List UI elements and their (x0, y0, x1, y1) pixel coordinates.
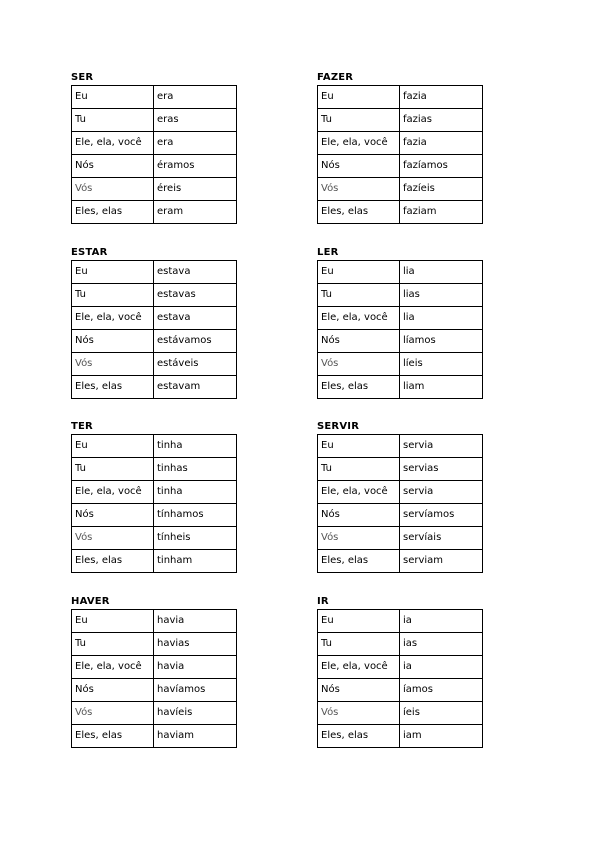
table-row (72, 201, 237, 224)
pronoun-cell: Ele, ela, você (318, 481, 400, 504)
verb-title: TER (71, 421, 93, 432)
pronoun-cell: Tu (72, 284, 154, 307)
verb-block-fazer (317, 72, 482, 224)
table-row (72, 307, 237, 330)
pronoun-cell: Ele, ela, você (72, 307, 154, 330)
table-row (318, 550, 483, 573)
table-row (318, 330, 483, 353)
verb-form-cell: faziam (400, 201, 483, 224)
verb-form-cell: líamos (400, 330, 483, 353)
verb-form-cell: servíamos (400, 504, 483, 527)
table-row (318, 178, 483, 201)
table-row (318, 201, 483, 224)
pronoun-cell: Eu (72, 86, 154, 109)
conjugation-table (71, 85, 237, 224)
verb-form-cell: lia (400, 307, 483, 330)
table-row (72, 86, 237, 109)
verb-form-cell: estáveis (154, 353, 237, 376)
pronoun-cell: Tu (318, 109, 400, 132)
table-row (72, 261, 237, 284)
verb-block-ser (71, 72, 236, 224)
pronoun-cell: Ele, ela, você (72, 481, 154, 504)
table-row (72, 610, 237, 633)
verb-form-cell: era (154, 86, 237, 109)
table-row (72, 376, 237, 399)
verb-form-cell: serviam (400, 550, 483, 573)
conjugation-table (317, 434, 483, 573)
table-row (318, 527, 483, 550)
table-row (72, 109, 237, 132)
conjugation-table (317, 85, 483, 224)
table-row (318, 481, 483, 504)
verb-form-cell: fazíeis (400, 178, 483, 201)
verb-title: LER (317, 247, 339, 258)
verb-title: IR (317, 596, 329, 607)
pronoun-cell: Eu (318, 261, 400, 284)
pronoun-cell: Eu (72, 435, 154, 458)
pronoun-cell: Eu (318, 610, 400, 633)
verb-form-cell: fazia (400, 86, 483, 109)
verb-form-cell: fazias (400, 109, 483, 132)
verb-block-servir (317, 421, 482, 573)
verb-form-cell: lia (400, 261, 483, 284)
verb-block-ir (317, 596, 482, 748)
verb-form-cell: havíeis (154, 702, 237, 725)
verb-form-cell: tinha (154, 435, 237, 458)
table-row (72, 178, 237, 201)
pronoun-cell: Ele, ela, você (72, 656, 154, 679)
pronoun-cell: Eles, elas (72, 376, 154, 399)
verb-form-cell: servias (400, 458, 483, 481)
table-row (318, 725, 483, 748)
verb-form-cell: havíamos (154, 679, 237, 702)
verb-form-cell: íeis (400, 702, 483, 725)
table-row (318, 702, 483, 725)
conjugation-table (317, 609, 483, 748)
table-row (318, 656, 483, 679)
verb-form-cell: ias (400, 633, 483, 656)
verb-form-cell: havia (154, 610, 237, 633)
table-row (72, 550, 237, 573)
verb-block-haver (71, 596, 236, 748)
pronoun-cell: Eu (72, 261, 154, 284)
pronoun-cell: Ele, ela, você (318, 307, 400, 330)
pronoun-cell: Eles, elas (318, 725, 400, 748)
pronoun-cell: Vós (318, 353, 400, 376)
pronoun-cell: Ele, ela, você (318, 132, 400, 155)
verb-form-cell: estávamos (154, 330, 237, 353)
pronoun-cell: Eles, elas (318, 201, 400, 224)
pronoun-cell: Nós (318, 679, 400, 702)
table-row (318, 435, 483, 458)
pronoun-cell: Vós (318, 178, 400, 201)
table-row (72, 353, 237, 376)
verb-form-cell: tinham (154, 550, 237, 573)
table-row (72, 725, 237, 748)
pronoun-cell: Eles, elas (318, 550, 400, 573)
verb-form-cell: estavas (154, 284, 237, 307)
conjugation-table (71, 434, 237, 573)
table-row (318, 86, 483, 109)
verb-form-cell: iam (400, 725, 483, 748)
verb-block-estar (71, 247, 236, 399)
table-row (72, 481, 237, 504)
verb-form-cell: éramos (154, 155, 237, 178)
pronoun-cell: Eu (318, 86, 400, 109)
verb-form-cell: tinha (154, 481, 237, 504)
table-row (72, 435, 237, 458)
table-row (318, 353, 483, 376)
table-row (72, 702, 237, 725)
table-row (72, 330, 237, 353)
table-row (72, 633, 237, 656)
verb-form-cell: havia (154, 656, 237, 679)
table-row (318, 504, 483, 527)
table-row (318, 132, 483, 155)
verb-form-cell: eram (154, 201, 237, 224)
table-row (318, 458, 483, 481)
verb-form-cell: íamos (400, 679, 483, 702)
table-row (72, 679, 237, 702)
table-row (318, 679, 483, 702)
verb-form-cell: fazíamos (400, 155, 483, 178)
verb-form-cell: estava (154, 307, 237, 330)
pronoun-cell: Nós (318, 330, 400, 353)
conjugation-table (71, 260, 237, 399)
pronoun-cell: Nós (318, 155, 400, 178)
table-row (318, 109, 483, 132)
pronoun-cell: Eu (72, 610, 154, 633)
pronoun-cell: Vós (72, 702, 154, 725)
verb-form-cell: liam (400, 376, 483, 399)
verb-form-cell: tinhas (154, 458, 237, 481)
verb-title: FAZER (317, 72, 354, 83)
verb-form-cell: ia (400, 610, 483, 633)
verb-block-ler (317, 247, 482, 399)
table-row (72, 504, 237, 527)
table-row (318, 633, 483, 656)
table-row (318, 261, 483, 284)
pronoun-cell: Nós (72, 679, 154, 702)
verb-form-cell: líeis (400, 353, 483, 376)
verb-title: SERVIR (317, 421, 360, 432)
verb-form-cell: servia (400, 435, 483, 458)
verb-form-cell: fazia (400, 132, 483, 155)
pronoun-cell: Vós (72, 527, 154, 550)
pronoun-cell: Tu (318, 633, 400, 656)
table-row (318, 610, 483, 633)
table-row (72, 656, 237, 679)
table-row (318, 307, 483, 330)
pronoun-cell: Vós (72, 178, 154, 201)
pronoun-cell: Nós (72, 504, 154, 527)
verb-form-cell: era (154, 132, 237, 155)
conjugation-table (71, 609, 237, 748)
pronoun-cell: Nós (72, 330, 154, 353)
table-row (72, 458, 237, 481)
verb-block-ter (71, 421, 236, 573)
table-row (318, 155, 483, 178)
pronoun-cell: Ele, ela, você (318, 656, 400, 679)
pronoun-cell: Tu (318, 284, 400, 307)
pronoun-cell: Nós (318, 504, 400, 527)
pronoun-cell: Eles, elas (72, 201, 154, 224)
pronoun-cell: Eles, elas (72, 550, 154, 573)
pronoun-cell: Eles, elas (318, 376, 400, 399)
pronoun-cell: Tu (318, 458, 400, 481)
verb-title: HAVER (71, 596, 110, 607)
pronoun-cell: Eles, elas (72, 725, 154, 748)
conjugation-table (317, 260, 483, 399)
pronoun-cell: Vós (318, 702, 400, 725)
table-row (72, 132, 237, 155)
pronoun-cell: Tu (72, 633, 154, 656)
verb-form-cell: estava (154, 261, 237, 284)
table-row (72, 155, 237, 178)
verb-form-cell: lias (400, 284, 483, 307)
verb-form-cell: tínhamos (154, 504, 237, 527)
verb-form-cell: servia (400, 481, 483, 504)
pronoun-cell: Tu (72, 109, 154, 132)
verb-title: ESTAR (71, 247, 108, 258)
verb-form-cell: éreis (154, 178, 237, 201)
verb-form-cell: estavam (154, 376, 237, 399)
verb-form-cell: servíais (400, 527, 483, 550)
verb-form-cell: havias (154, 633, 237, 656)
table-row (72, 284, 237, 307)
pronoun-cell: Nós (72, 155, 154, 178)
pronoun-cell: Vós (318, 527, 400, 550)
table-row (318, 376, 483, 399)
pronoun-cell: Eu (318, 435, 400, 458)
table-row (72, 527, 237, 550)
pronoun-cell: Ele, ela, você (72, 132, 154, 155)
verb-form-cell: eras (154, 109, 237, 132)
table-row (318, 284, 483, 307)
pronoun-cell: Vós (72, 353, 154, 376)
verb-title: SER (71, 72, 94, 83)
pronoun-cell: Tu (72, 458, 154, 481)
verb-form-cell: tínheis (154, 527, 237, 550)
verb-form-cell: ia (400, 656, 483, 679)
verb-form-cell: haviam (154, 725, 237, 748)
